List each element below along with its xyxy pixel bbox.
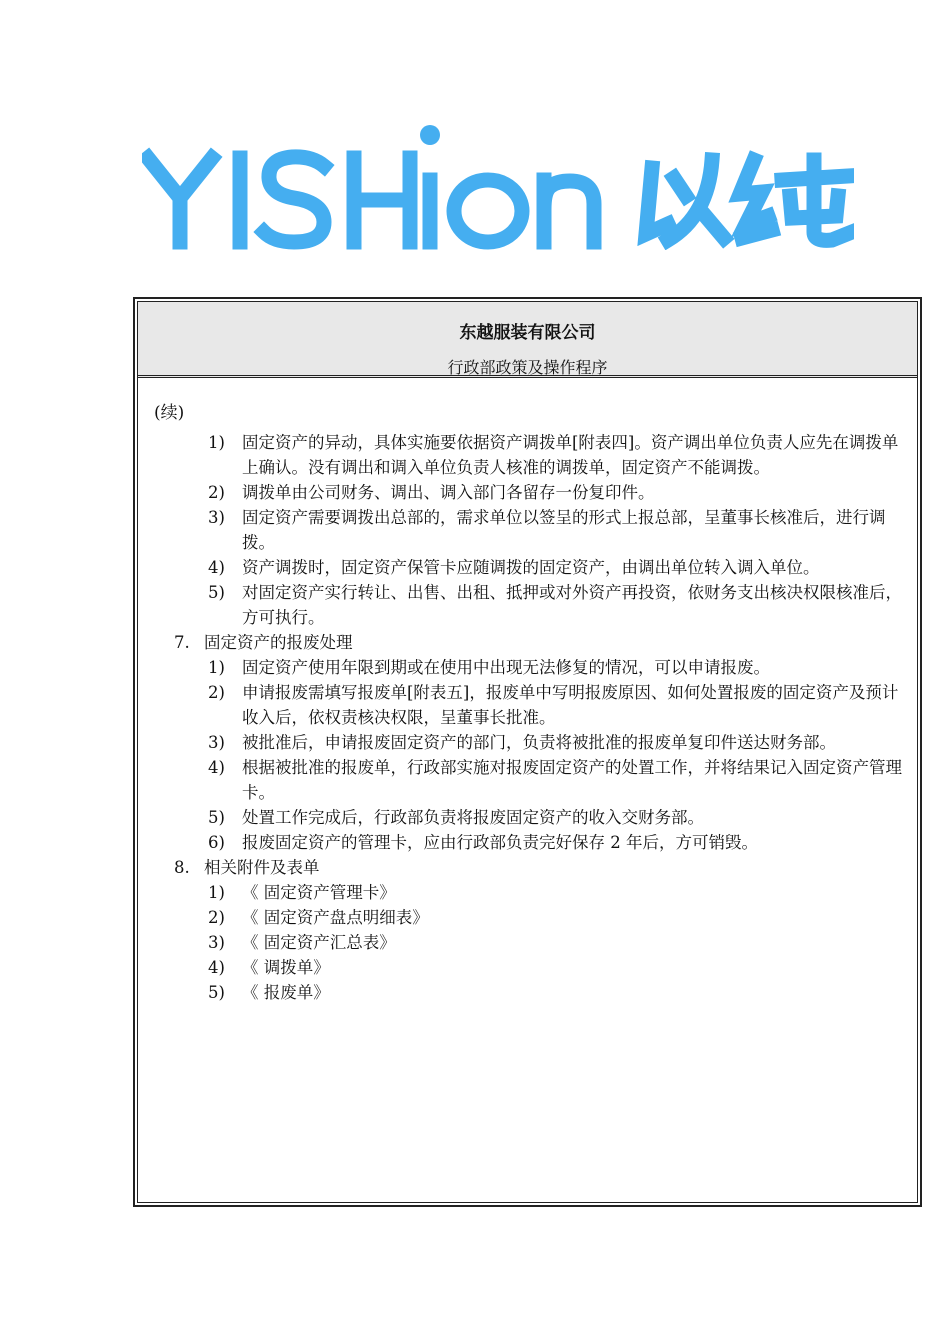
- section-heading: [138, 855, 917, 880]
- continued-label: (续): [154, 403, 185, 423]
- list-number: 2): [208, 683, 225, 702]
- procedure-list: [138, 430, 917, 1005]
- list-item: [138, 880, 917, 905]
- list-number: 5): [208, 583, 225, 602]
- list-item: [138, 830, 917, 855]
- document-frame: [133, 297, 922, 1207]
- list-item: [138, 680, 917, 730]
- list-item: [138, 805, 917, 830]
- list-text: 《 固定资产汇总表》: [242, 933, 396, 952]
- list-number: 5): [208, 808, 225, 827]
- list-text: 调拨单由公司财务、调出、调入部门各留存一份复印件。: [242, 483, 655, 502]
- list-number: 8.: [174, 858, 190, 877]
- list-text: 相关附件及表单: [204, 858, 320, 877]
- company-name: 东越服装有限公司: [459, 323, 596, 343]
- document-header: [138, 302, 917, 378]
- list-number: 1): [208, 883, 225, 902]
- list-item: [138, 505, 917, 555]
- list-text: 被批准后，申请报废固定资产的部门，负责将被批准的报废单复印件送达财务部。: [242, 733, 836, 752]
- list-item: [138, 555, 917, 580]
- list-number: 2): [208, 483, 225, 502]
- list-item: [138, 905, 917, 930]
- section-heading: [138, 630, 917, 655]
- list-text: 处置工作完成后，行政部负责将报废固定资产的收入交财务部。: [242, 808, 704, 827]
- list-item: [138, 930, 917, 955]
- document-frame-inner: [137, 301, 918, 1203]
- list-text: 报废固定资产的管理卡，应由行政部负责完好保存 2 年后，方可销毁。: [242, 833, 758, 852]
- list-text: 根据被批准的报废单，行政部实施对报废固定资产的处置工作，并将结果记入固定资产管理卡。: [242, 758, 902, 802]
- list-text: 固定资产的异动，具体实施要依据资产调拨单[附表四]。资产调出单位负责人应先在调拨单上确认。没有调出和调入单位负责人核准的调拨单，固定资产不能调拨。: [242, 433, 899, 477]
- list-item: [138, 480, 917, 505]
- list-number: 2): [208, 908, 225, 927]
- logo-text: [142, 120, 854, 250]
- list-number: 3): [208, 508, 225, 527]
- list-number: 1): [208, 658, 225, 677]
- list-text: 《 固定资产管理卡》: [242, 883, 396, 902]
- brand-logo: [142, 120, 854, 250]
- list-number: 3): [208, 733, 225, 752]
- list-number: 1): [208, 433, 225, 452]
- list-item: [138, 655, 917, 680]
- list-number: 6): [208, 833, 225, 852]
- list-text: 申请报废需填写报废单[附表五]，报废单中写明报废原因、如何处置报废的固定资产及预计收入后，依权责核决权限，呈董事长批准。: [242, 683, 899, 727]
- list-text: 资产调拨时，固定资产保管卡应随调拨的固定资产，由调出单位转入调入单位。: [242, 558, 820, 577]
- list-item: [138, 430, 917, 480]
- list-text: 固定资产需要调拨出总部的，需求单位以签呈的形式上报总部，呈董事长核准后，进行调拨。: [242, 508, 886, 552]
- list-text: 固定资产的报废处理: [204, 633, 353, 652]
- list-item: [138, 955, 917, 980]
- list-number: 4): [208, 758, 225, 777]
- list-text: 固定资产使用年限到期或在使用中出现无法修复的情况，可以申请报废。: [242, 658, 770, 677]
- list-item: [138, 755, 917, 805]
- list-item: [138, 730, 917, 755]
- list-number: 7.: [174, 633, 190, 652]
- list-item: [138, 980, 917, 1005]
- list-text: 《 调拨单》: [242, 958, 330, 977]
- list-number: 4): [208, 558, 225, 577]
- list-number: 3): [208, 933, 225, 952]
- list-item: [138, 580, 917, 630]
- document-subtitle: 行政部政策及操作程序: [447, 358, 608, 377]
- list-number: 5): [208, 983, 225, 1002]
- list-text: 对固定资产实行转让、出售、出租、抵押或对外资产再投资，依财务支出核决权限核准后，方可执行。: [242, 583, 902, 627]
- list-text: 《 固定资产盘点明细表》: [242, 908, 429, 927]
- list-text: 《 报废单》: [242, 983, 330, 1002]
- list-number: 4): [208, 958, 225, 977]
